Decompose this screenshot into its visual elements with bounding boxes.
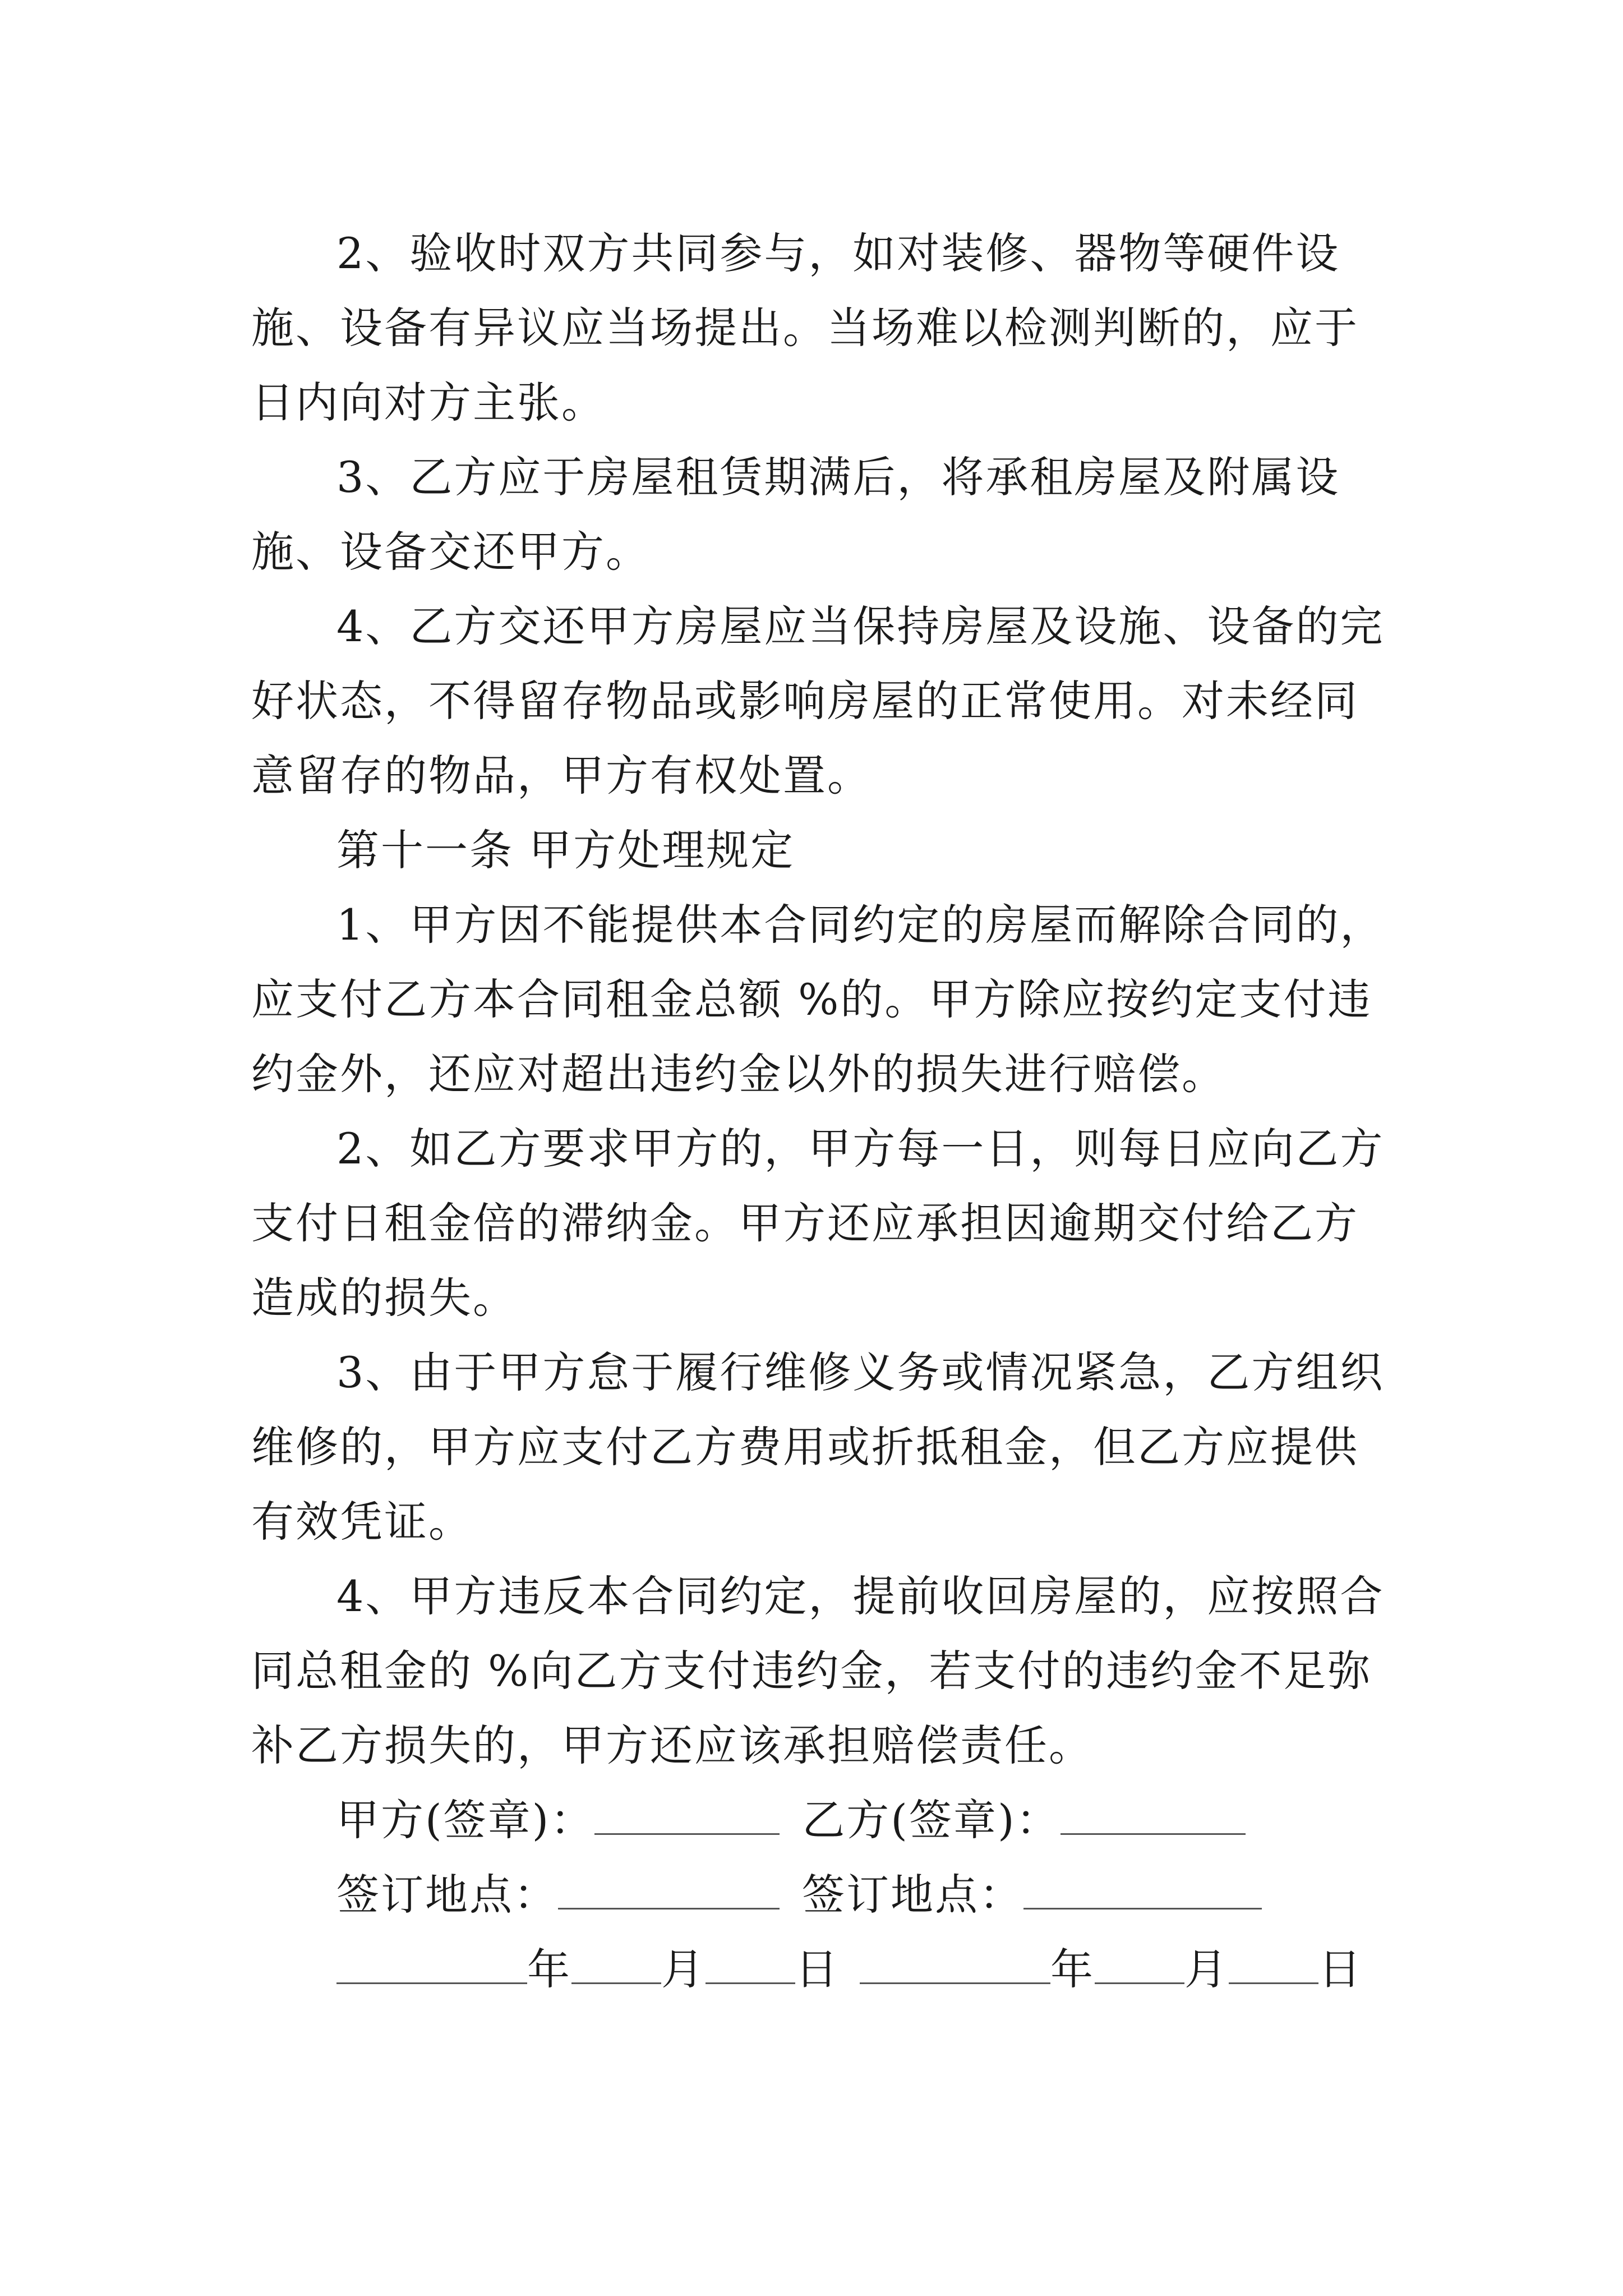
party-b-month-label: 月 bbox=[1184, 1944, 1229, 1994]
party-b-day-blank[interactable] bbox=[1229, 1943, 1318, 1984]
party-a-place-blank[interactable] bbox=[558, 1869, 780, 1910]
clause-11-item-4: 4、甲方违反本合同约定，提前收回房屋的，应按照合同总租金的 %向乙方支付违约金，若支付的违约金不足弥补乙方损失的，甲方还应该承担赔偿责任。 bbox=[251, 1571, 1385, 1770]
party-a-month-blank[interactable] bbox=[571, 1943, 661, 1984]
party-b-month-blank[interactable] bbox=[1095, 1943, 1184, 1984]
party-a-year-label: 年 bbox=[527, 1944, 571, 1994]
clause-11-item-2: 2、如乙方要求甲方的，甲方每一日，则每日应向乙方支付日租金倍的滞纳金。甲方还应承担因逾期交付给乙方造成的损失。 bbox=[251, 1124, 1385, 1323]
clause-10-item-3: 3、乙方应于房屋租赁期满后，将承租房屋及附属设施、设备交还甲方。 bbox=[251, 452, 1340, 577]
signature-row bbox=[251, 1783, 1395, 1857]
party-a-month-label: 月 bbox=[661, 1944, 706, 1994]
party-b-signature-label: 乙方(签章)： bbox=[802, 1795, 1061, 1845]
clause-10-item-4: 4、乙方交还甲方房屋应当保持房屋及设施、设备的完好状态，不得留存物品或影响房屋的正常使用。对未经同意留存的物品，甲方有权处置。 bbox=[251, 601, 1385, 800]
party-b-signature-blank[interactable] bbox=[1061, 1794, 1246, 1835]
clause-11-item-1: 1、甲方因不能提供本合同约定的房屋而解除合同的，应支付乙方本合同租金总额 %的。甲方除应按约定支付违约金外，还应对超出违约金以外的损失进行赔偿。 bbox=[251, 900, 1385, 1099]
party-a-day-label: 日 bbox=[795, 1944, 840, 1994]
party-a-signature-label: 甲方(签章)： bbox=[336, 1795, 595, 1845]
signing-date-row bbox=[251, 1932, 1395, 2007]
party-a-year-blank[interactable] bbox=[336, 1943, 527, 1984]
clause-11-item-3: 3、由于甲方怠于履行维修义务或情况紧急，乙方组织维修的，甲方应支付乙方费用或折抵租金，但乙方应提供有效凭证。 bbox=[251, 1347, 1385, 1547]
clause-11-heading: 第十一条 甲方处理规定 bbox=[336, 825, 795, 875]
document-body bbox=[251, 216, 1395, 2007]
party-a-signature-blank[interactable] bbox=[594, 1794, 780, 1835]
party-a-day-blank[interactable] bbox=[706, 1943, 795, 1984]
signing-place-row bbox=[251, 1857, 1395, 1932]
clause-10-item-2: 2、验收时双方共同参与，如对装修、器物等硬件设施、设备有异议应当场提出。当场难以检测判断的，应于 日内向对方主张。 bbox=[251, 228, 1359, 427]
party-a-place-label: 签订地点： bbox=[336, 1870, 558, 1920]
party-b-day-label: 日 bbox=[1318, 1944, 1363, 1994]
party-b-year-blank[interactable] bbox=[860, 1943, 1050, 1984]
party-b-place-label: 签订地点： bbox=[802, 1870, 1023, 1920]
party-b-place-blank[interactable] bbox=[1023, 1869, 1262, 1910]
party-b-year-label: 年 bbox=[1050, 1944, 1095, 1994]
